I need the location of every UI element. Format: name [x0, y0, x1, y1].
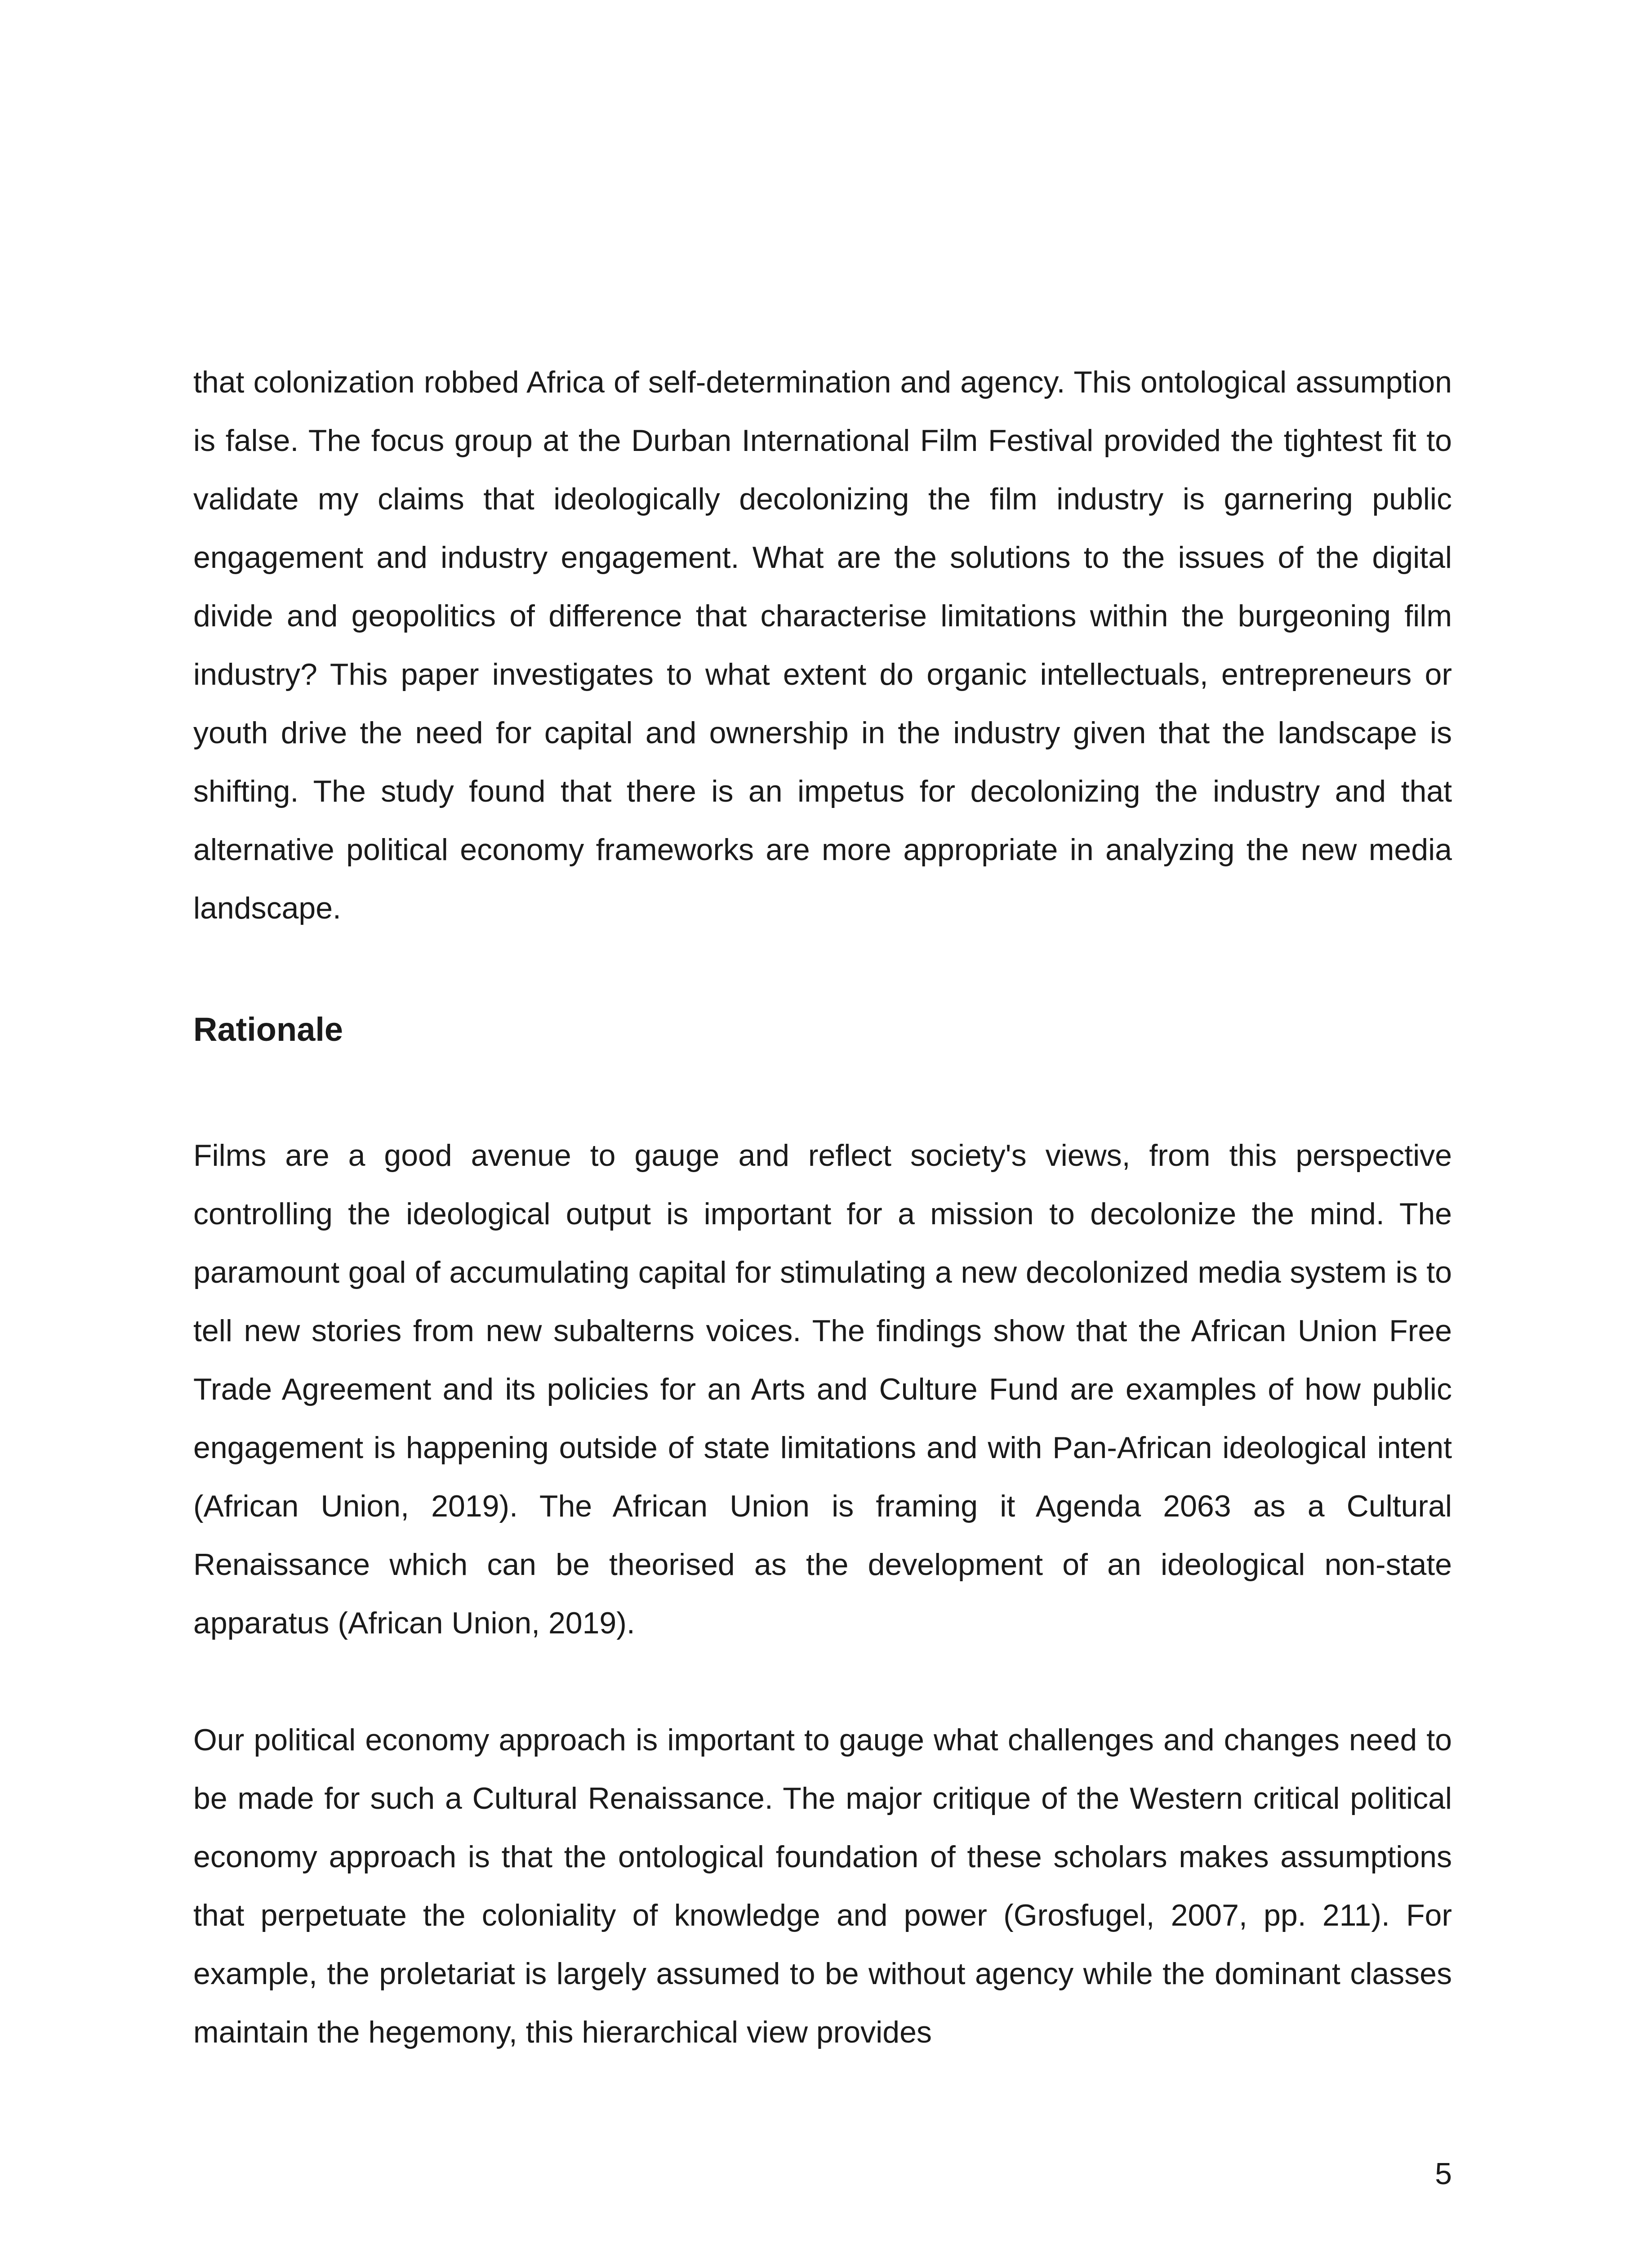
spacer: [193, 937, 1452, 1000]
section-heading-rationale: Rationale: [193, 1011, 343, 1048]
page-body: [193, 353, 1452, 2061]
body-paragraph-rationale-2: Our political economy approach is important to gauge what challenges and changes need to be made for such a Cultural Renaissance. The major critique of the Western critical political economy approach is that the ontological foundation of these scholars makes assumptions that perpetuate the coloniality of knowledge and power (Grosfugel, 2007, pp. 211). For example, the proletariat is largely assumed to be without agency while the dominant classes maintain the hegemony, this hierarchical view provides: [193, 1723, 1452, 2049]
spacer: [193, 1652, 1452, 1711]
page-number: 5: [1435, 2157, 1452, 2191]
body-paragraph-rationale-1: Films are a good avenue to gauge and reflect society's views, from this perspective controlling the ideological output is important for a mission to decolonize the mind. The paramount goal of accumulating capital for stimulating a new decolonized media system is to tell new stories from new subalterns voices. The findings show that the African Union Free Trade Agreement and its policies for an Arts and Culture Fund are examples of how public engagement is happening outside of state limitations and with Pan-African ideological intent (African Union, 2019). The African Union is framing it Agenda 2063 as a Cultural Renaissance which can be theorised as the development of an ideological non-state apparatus (African Union, 2019).: [193, 1138, 1452, 1640]
body-paragraph-intro-continuation: that colonization robbed Africa of self-determination and agency. This ontological assumption is false. The focus group at the Durban International Film Festival provided the tightest fit to validate my claims that ideologically decolonizing the film industry is garnering public engagement and industry engagement. What are the solutions to the issues of the digital divide and geopolitics of difference that characterise limitations within the burgeoning film industry? This paper investigates to what extent do organic intellectuals, entrepreneurs or youth drive the need for capital and ownership in the industry given that the landscape is shifting. The study found that there is an impetus for decolonizing the industry and that alternative political economy frameworks are more appropriate in analyzing the new media landscape.: [193, 365, 1452, 925]
spacer: [193, 1059, 1452, 1126]
